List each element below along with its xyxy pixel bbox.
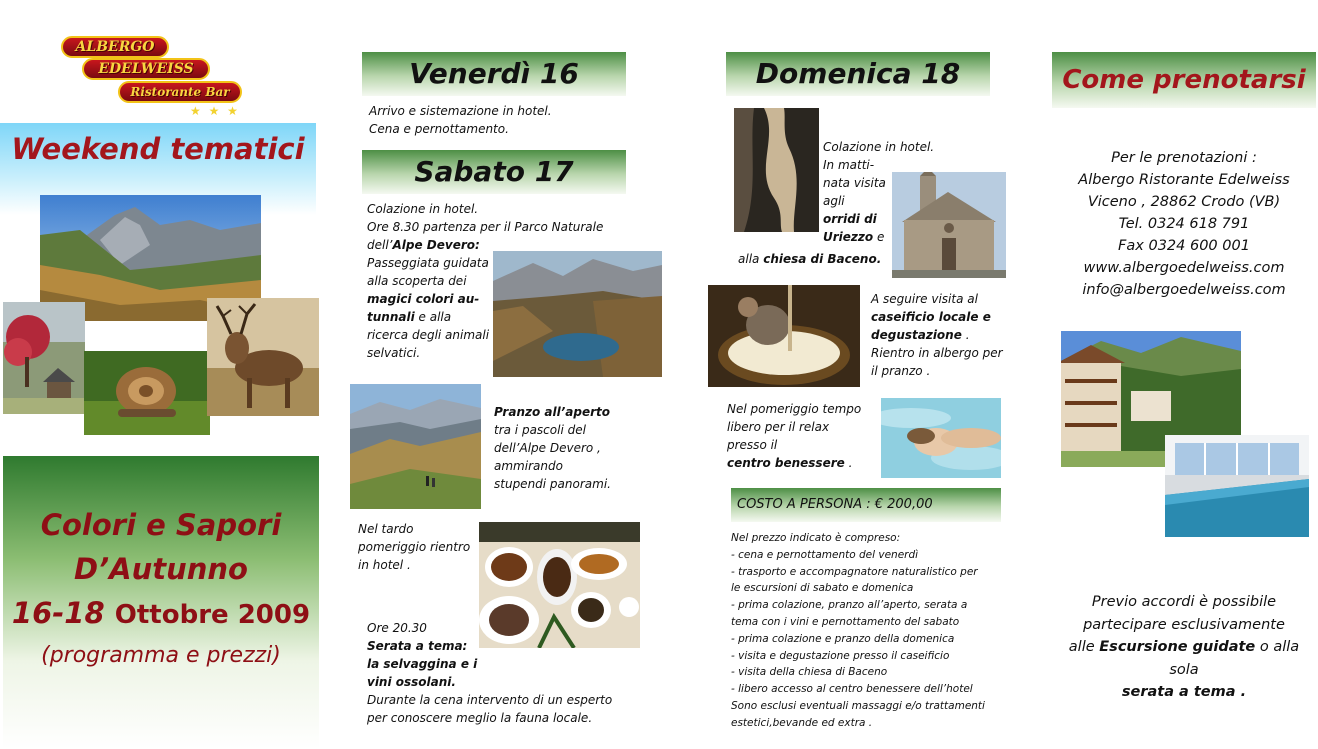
cost-per-person-header: COSTO A PERSONA : € 200,00 bbox=[731, 488, 1001, 522]
saturday-header: Sabato 17 bbox=[362, 150, 626, 194]
note-line: partecipare esclusivamente bbox=[1083, 616, 1285, 633]
pasture-hikers-photo bbox=[350, 384, 481, 509]
text-line: Colazione in hotel. bbox=[367, 202, 479, 216]
logo-line-albergo: ALBERGO bbox=[61, 36, 169, 58]
text-span: alla bbox=[738, 252, 764, 266]
weekend-title: Weekend tematici bbox=[11, 132, 305, 166]
text-line: Ore 8.30 partenza per il Parco Naturale bbox=[367, 220, 604, 234]
alpine-lake-photo bbox=[493, 251, 662, 377]
booking-note bbox=[1052, 591, 1316, 704]
text-line: Ore 20.30 bbox=[367, 621, 427, 635]
deer-photo bbox=[207, 298, 319, 416]
text-line: Serata a tema: bbox=[367, 639, 468, 653]
text-line bbox=[727, 454, 877, 472]
saturday-lunch-text bbox=[494, 403, 624, 493]
logo-line-ristorante-bar: Ristorante Bar bbox=[118, 81, 242, 103]
friday-line: Arrivo e sistemazione in hotel. bbox=[369, 104, 552, 118]
contact-fax: Fax 0324 600 001 bbox=[1118, 238, 1250, 254]
saturday-afternoon-text bbox=[358, 520, 478, 574]
booking-contact bbox=[1052, 147, 1316, 301]
contact-website: www.albergoedelweiss.com bbox=[1083, 260, 1285, 276]
logo-line-edelweiss: EDELWEISS bbox=[82, 58, 210, 80]
autumn-title-line2: D’Autunno bbox=[74, 552, 248, 586]
booking-header: Come prenotarsi bbox=[1052, 52, 1316, 108]
cost-line: - visita e degustazione presso il caseificio bbox=[731, 649, 950, 662]
friday-line: Cena e pernottamento. bbox=[369, 122, 509, 136]
contact-email: info@albergoedelweiss.com bbox=[1082, 282, 1286, 298]
text-line: Nel pomeriggio tempo bbox=[727, 402, 862, 416]
note-line bbox=[1052, 681, 1316, 704]
text-line: alla scoperta dei bbox=[367, 274, 467, 288]
cheese-dairy-photo bbox=[708, 285, 860, 387]
cost-line: - visita della chiesa di Baceno bbox=[731, 666, 888, 679]
text-line: orridi di bbox=[823, 212, 877, 226]
autumn-dates-days: 16-18 bbox=[11, 596, 105, 630]
contact-line: Viceno , 28862 Crodo (VB) bbox=[1087, 194, 1281, 210]
text-line: Durante la cena intervento di un esperto bbox=[367, 693, 613, 707]
text-line: In matti- bbox=[823, 158, 875, 172]
cost-details bbox=[731, 530, 1031, 732]
text-line: Pranzo all’aperto bbox=[494, 405, 610, 419]
autumn-tree-photo bbox=[3, 302, 85, 414]
spa-relax-photo bbox=[881, 398, 1001, 478]
cost-line: estetici,bevande ed extra . bbox=[731, 716, 873, 729]
friday-header: Venerdì 16 bbox=[362, 52, 626, 96]
text-line: Nel tardo bbox=[358, 522, 414, 536]
friday-text bbox=[369, 102, 624, 138]
text-line: selvatici. bbox=[367, 346, 421, 360]
cost-line: - prima colazione e pranzo della domenica bbox=[731, 632, 955, 645]
text-span: e bbox=[873, 230, 885, 244]
autumn-dates-month: Ottobre 2009 bbox=[114, 600, 311, 630]
church-name: chiesa di Baceno. bbox=[763, 252, 882, 266]
text-span: alle bbox=[1068, 639, 1100, 655]
sunday-wellness-text bbox=[727, 400, 877, 472]
text-line: A seguire visita al bbox=[871, 292, 978, 306]
cost-line: Nel prezzo indicato è compreso: bbox=[731, 532, 901, 544]
text-line: in hotel . bbox=[358, 558, 411, 572]
text-span: e alla bbox=[414, 310, 452, 324]
contact-phone: Tel. 0324 618 791 bbox=[1118, 216, 1250, 232]
text-span: . bbox=[961, 328, 970, 342]
cost-line: - trasporto e accompagnatore naturalistico per bbox=[731, 565, 978, 578]
note-line: Previo accordi è possibile bbox=[1091, 594, 1277, 610]
text-span: centro benessere bbox=[727, 456, 845, 470]
saturday-evening-text bbox=[367, 619, 667, 727]
autumn-title-line1: Colori e Sapori bbox=[40, 508, 282, 542]
text-span: . bbox=[1235, 684, 1247, 700]
contact-line: Albergo Ristorante Edelweiss bbox=[1078, 172, 1290, 188]
text-line: ammirando bbox=[494, 459, 563, 473]
text-line bbox=[871, 326, 1021, 344]
text-line: vini ossolani. bbox=[367, 675, 456, 689]
sunday-header: Domenica 18 bbox=[726, 52, 990, 96]
autumn-dates bbox=[3, 596, 319, 630]
indoor-pool-photo bbox=[1165, 435, 1309, 537]
uriezzo-gorge-photo bbox=[734, 108, 819, 232]
text-line: dell’Alpe Devero , bbox=[494, 441, 601, 455]
cost-line: tema con i vini e pernottamento del sabato bbox=[731, 615, 960, 628]
text-line: il pranzo . bbox=[871, 364, 931, 378]
text-line: pomeriggio rientro bbox=[358, 540, 471, 554]
text-line: magici colori au- bbox=[367, 292, 480, 306]
text-span: o alla sola bbox=[1169, 639, 1300, 678]
text-line: Colazione in hotel. bbox=[823, 140, 935, 154]
guided-excursion-label: Escursione guidate bbox=[1099, 639, 1256, 655]
cost-line: le escursioni di sabato e domenica bbox=[731, 582, 914, 595]
autumn-subtitle: (programma e prezzi) bbox=[41, 643, 281, 668]
text-span: degustazione bbox=[871, 328, 962, 342]
text-span: dell’ bbox=[367, 238, 393, 252]
text-line: tra i pascoli del bbox=[494, 423, 586, 437]
alpe-devero-label: Alpe Devero: bbox=[392, 238, 480, 252]
sunday-church-line bbox=[738, 250, 898, 268]
logo-stars: ★ ★ ★ bbox=[190, 104, 240, 118]
text-line: per conoscere meglio la fauna locale. bbox=[367, 711, 593, 725]
text-line: presso il bbox=[727, 438, 778, 452]
contact-line: Per le prenotazioni : bbox=[1111, 150, 1257, 166]
text-line: Passeggiata guidata bbox=[367, 256, 489, 270]
text-line: Rientro in albergo per bbox=[871, 346, 1003, 360]
text-span: Uriezzo bbox=[823, 230, 874, 244]
note-line bbox=[1052, 636, 1316, 681]
text-line: nata visita bbox=[823, 176, 886, 190]
text-line: stupendi panorami. bbox=[494, 477, 611, 491]
text-line: libero per il relax bbox=[727, 420, 830, 434]
text-line: ricerca degli animali bbox=[367, 328, 490, 342]
text-span: tunnali bbox=[367, 310, 415, 324]
cost-line: - cena e pernottamento del venerdì bbox=[731, 548, 919, 561]
cost-line: - libero accesso al centro benessere dell’hotel bbox=[731, 683, 973, 696]
text-line: caseificio locale e bbox=[871, 310, 991, 324]
cost-line: - prima colazione, pranzo all’aperto, serata a bbox=[731, 599, 968, 612]
text-line: agli bbox=[823, 194, 845, 208]
cost-line: Sono esclusi eventuali massaggi e/o trattamenti bbox=[731, 699, 985, 712]
text-span: . bbox=[844, 456, 853, 470]
baceno-church-photo bbox=[892, 172, 1006, 278]
text-line: la selvaggina e i bbox=[367, 657, 478, 671]
snail-photo bbox=[84, 351, 210, 435]
themed-evening-label: serata a tema bbox=[1121, 684, 1236, 700]
sunday-cheese-text bbox=[871, 290, 1021, 380]
